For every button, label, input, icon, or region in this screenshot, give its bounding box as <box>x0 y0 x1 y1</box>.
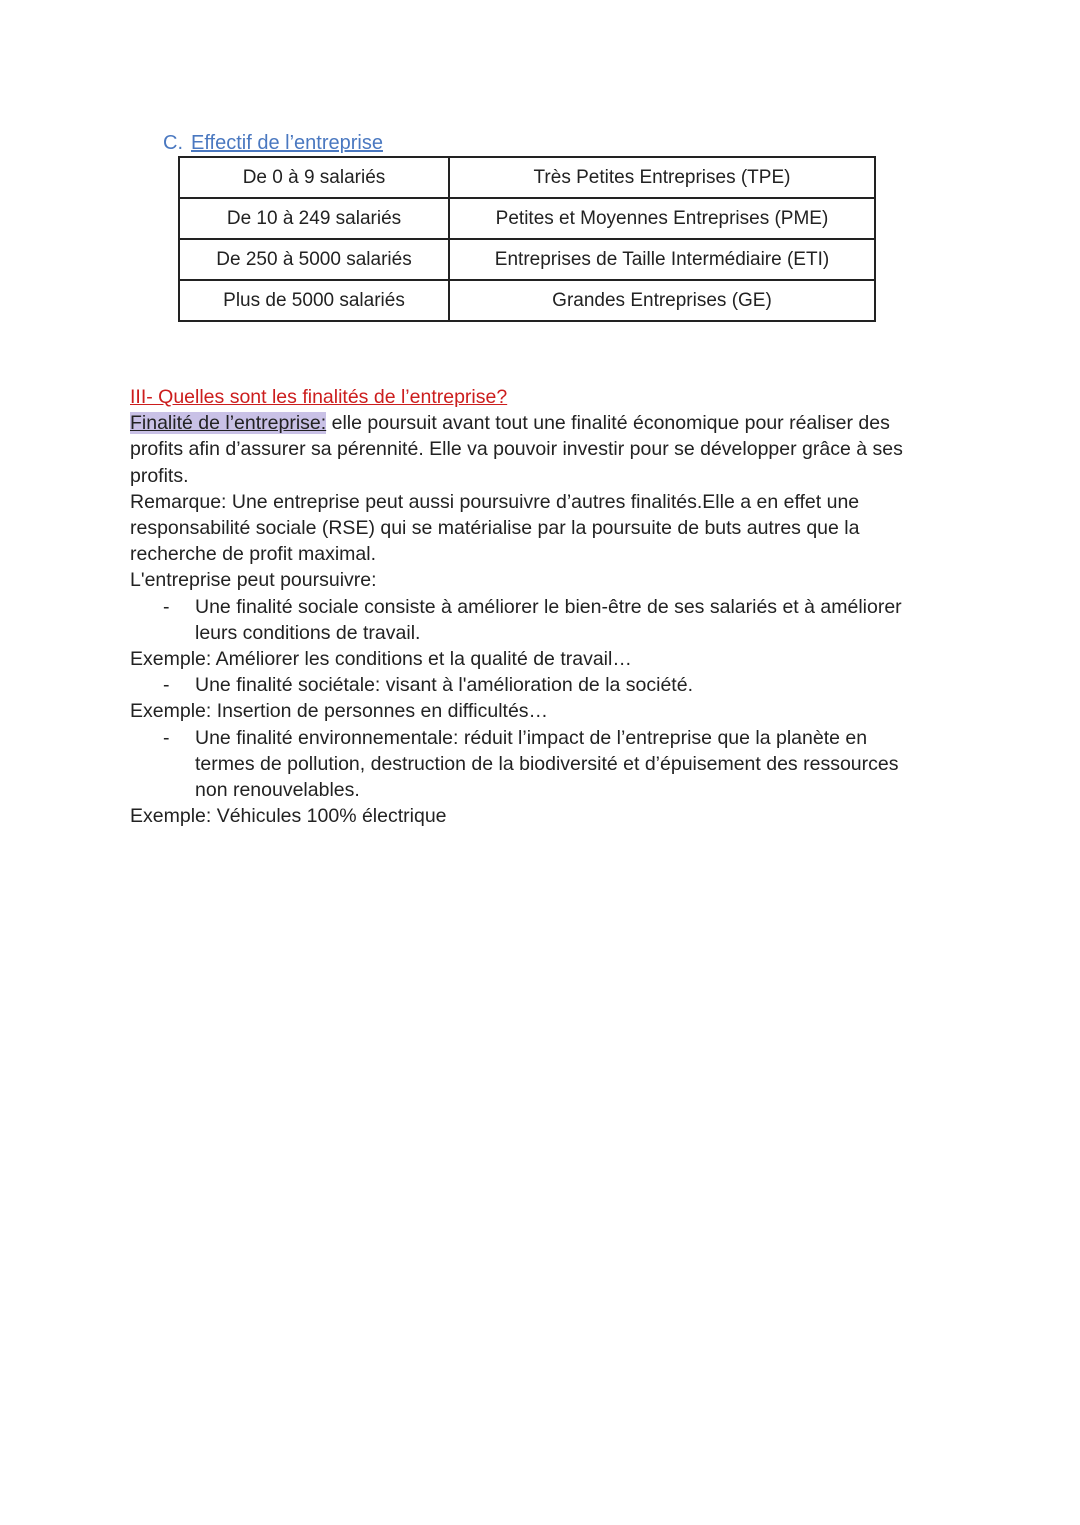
section-3-heading: III- Quelles sont les finalités de l’entreprise? <box>130 386 508 408</box>
category-cell: Petites et Moyennes Entreprises (PME) <box>449 198 875 239</box>
dash-bullet: - <box>163 674 170 697</box>
definition-text: elle poursuit avant tout une finalité économique pour réaliser des profits afin d’assurer sa pérennité. Elle va pouvoir investir pour se développer grâce à ses profits. <box>130 412 903 487</box>
example-line: Exemple: Améliorer les conditions et la qualité de travail… <box>130 648 632 671</box>
section-c-heading <box>163 130 383 156</box>
size-cell: De 0 à 9 salariés <box>179 157 449 198</box>
size-cell: De 250 à 5000 salariés <box>179 239 449 280</box>
dash-bullet: - <box>163 726 170 749</box>
list-item-text: Une finalité sociétale: visant à l'amélioration de la société. <box>195 674 693 697</box>
table-row <box>179 280 875 321</box>
table-row <box>179 157 875 198</box>
list-item <box>130 594 930 646</box>
list-item-text: Une finalité sociale consiste à améliorer le bien-être de ses salariés et à améliorer leurs conditions de travail. <box>195 595 902 644</box>
category-cell: Entreprises de Taille Intermédiaire (ETI) <box>449 239 875 280</box>
dash-bullet: - <box>163 595 170 618</box>
example-line: Exemple: Insertion de personnes en difficultés… <box>130 700 549 723</box>
section-c-title: Effectif de l’entreprise <box>191 132 383 154</box>
size-cell: De 10 à 249 salariés <box>179 198 449 239</box>
section-c-number: C. <box>163 132 183 154</box>
size-cell: Plus de 5000 salariés <box>179 280 449 321</box>
list-item <box>130 725 930 804</box>
table-row <box>179 198 875 239</box>
section-3-body <box>130 384 930 829</box>
category-cell: Grandes Entreprises (GE) <box>449 280 875 321</box>
list-item <box>130 672 930 698</box>
example-line: Exemple: Véhicules 100% électrique <box>130 805 447 828</box>
remark-paragraph: Remarque: Une entreprise peut aussi poursuivre d’autres finalités.Elle a en effet une responsabilité sociale (RSE) qui se matérialise par la poursuite de buts autres que la recherche de profit maximal. <box>130 490 860 566</box>
definition-paragraph <box>130 410 930 489</box>
list-item-text: Une finalité environnementale: réduit l’impact de l’entreprise que la planète en termes de pollution, destruction de la biodiversité et d’épuisement des ressources non renouvelables. <box>195 726 899 802</box>
intro-line: L'entreprise peut poursuivre: <box>130 569 377 592</box>
table-row <box>179 239 875 280</box>
company-size-table <box>178 156 876 322</box>
definition-term: Finalité de l’entreprise: <box>130 412 327 435</box>
category-cell: Très Petites Entreprises (TPE) <box>449 157 875 198</box>
